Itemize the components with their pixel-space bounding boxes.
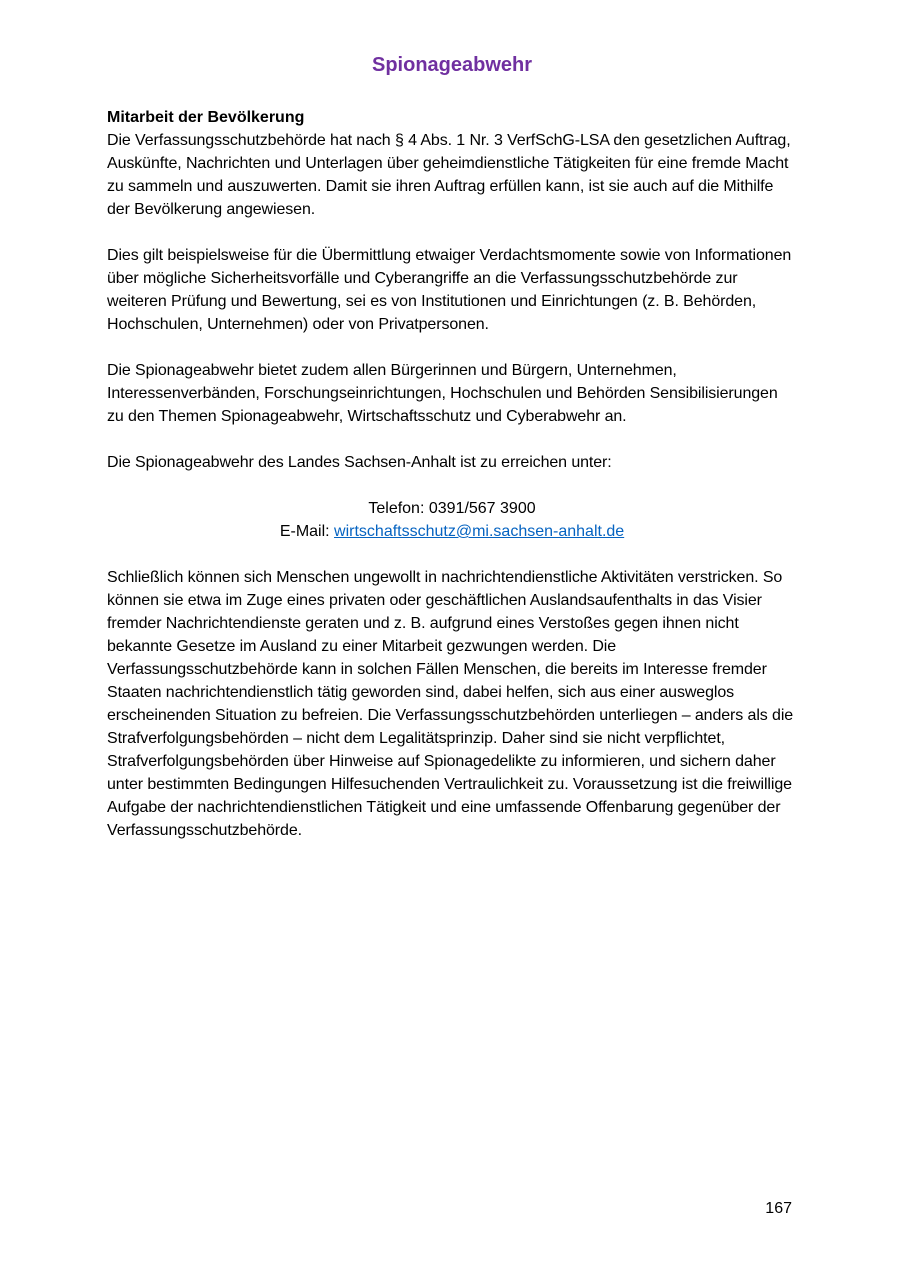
page-number: 167 [765, 1200, 792, 1217]
paragraph-2: Dies gilt beispielsweise für die Übermittlung etwaiger Verdachtsmomente sowie von Informationen über mögliche Sicherheitsvorfälle und Cyberangriffe an die Verfassungsschutzbehörde zur weiteren Prüfung und Bewertung, sei es von Institutionen und Einrichtungen (z. B. Behörden, Hochschulen, Unternehmen) oder von Privatpersonen. [107, 247, 792, 333]
paragraph-3: Die Spionageabwehr bietet zudem allen Bürgerinnen und Bürgern, Unternehmen, Interessenverbänden, Forschungseinrichtungen, Hochschulen und Behörden Sensibilisierungen zu den Themen Spionageabwehr, Wirtschaftsschutz und Cyberabwehr an. [107, 362, 778, 425]
section-heading: Mitarbeit der Bevölkerung [107, 109, 305, 126]
paragraph-4: Die Spionageabwehr des Landes Sachsen-Anhalt ist zu erreichen unter: [107, 454, 612, 471]
email-link[interactable]: wirtschaftsschutz@mi.sachsen-anhalt.de [334, 523, 625, 540]
closing-paragraph: Schließlich können sich Menschen ungewollt in nachrichtendienstliche Aktivitäten verstricken. So können sie etwa im Zuge eines privaten oder geschäftlichen Auslandsaufenthalts in das Visier fremder Nachrichtendienste geraten und z. B. aufgrund eines Verstoßes gegen ihnen nicht bekannte Gesetze im Ausland zu einer Mitarbeit gezwungen werden. Die Verfassungsschutzbehörde kann in solchen Fällen Menschen, die bereits im Interesse fremder Staaten nachrichtendienstlich tätig geworden sind, dabei helfen, sich aus einer ausweglos erscheinenden Situation zu befreien. Die Verfassungsschutzbehörden unterliegen – anders als die Strafverfolgungsbehörden – nicht dem Legalitätsprinzip. Daher sind sie nicht verpflichtet, Strafverfolgungsbehörden über Hinweise auf Spionagedelikte zu informieren, und sichern daher unter bestimmten Bedingungen Hilfesuchenden Vertraulichkeit zu. Voraussetzung ist die freiwillige Aufgabe der nachrichtendienstlichen Tätigkeit und eine umfassende Offenbarung gegenüber der Verfassungsschutzbehörde. [107, 569, 794, 839]
document-page [107, 52, 797, 865]
phone-line: Telefon: 0391/567 3900 [368, 500, 536, 517]
paragraph-1: Die Verfassungsschutzbehörde hat nach § 4 Abs. 1 Nr. 3 VerfSchG-LSA den gesetzlichen Auftrag, Auskünfte, Nachrichten und Unterlagen über geheimdienstliche Tätigkeiten für eine fremde Macht zu sammeln und auszuwerten. Damit sie ihren Auftrag erfüllen kann, ist sie auch auf die Mithilfe der Bevölkerung angewiesen. [107, 132, 791, 218]
email-line [107, 520, 797, 543]
email-label: E-Mail: [279, 523, 335, 540]
contact-block [107, 497, 797, 543]
page-title: Spionageabwehr [371, 54, 533, 76]
